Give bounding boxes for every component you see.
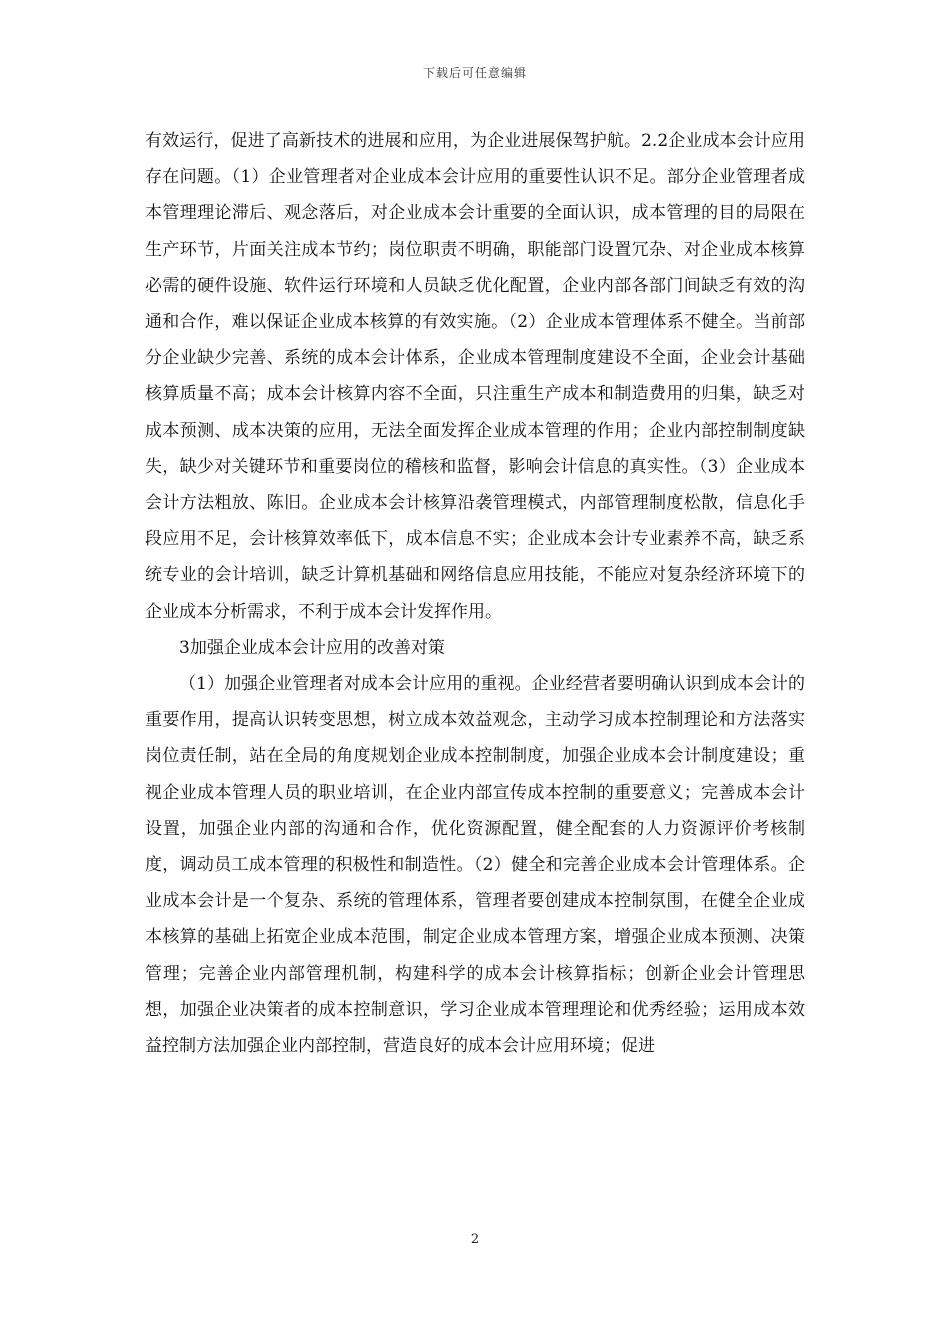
document-body — [145, 123, 805, 1064]
paragraph-cost-accounting-problems: 有效运行，促进了高新技术的进展和应用，为企业进展保驾护航。2.2企业成本会计应用存在问题。（1）企业管理者对企业成本会计应用的重要性认识不足。部分企业管理者成本管理理论滞后、观念落后，对企业成本会计重要的全面认识，成本管理的目的局限在生产环节，片面关注成本节约；岗位职责不明确，职能部门设置冗杂、对企业成本核算必需的硬件设施、软件运行环境和人员缺乏优化配置，企业内部各部门间缺乏有效的沟通和合作，难以保证企业成本核算的有效实施。（2）企业成本管理体系不健全。当前部分企业缺少完善、系统的成本会计体系，企业成本管理制度建设不全面，企业会计基础核算质量不高；成本会计核算内容不全面，只注重生产成本和制造费用的归集，缺乏对成本预测、成本决策的应用，无法全面发挥企业成本管理的作用；企业内部控制制度缺失，缺少对关键环节和重要岗位的稽核和监督，影响会计信息的真实性。（3）企业成本会计方法粗放、陈旧。企业成本会计核算沿袭管理模式，内部管理制度松散，信息化手段应用不足，会计核算效率低下，成本信息不实；企业成本会计专业素养不高，缺乏系统专业的会计培训，缺乏计算机基础和网络信息应用技能，不能应对复杂经济环境下的企业成本分析需求，不利于成本会计发挥作用。 — [145, 131, 805, 622]
page-number: 2 — [470, 1232, 480, 1247]
page-header: 下载后可任意编辑 — [422, 66, 527, 80]
paragraph-improvement-measures: （1）加强企业管理者对成本会计应用的重视。企业经营者要明确认识到成本会计的重要作用，提高认识转变思想，树立成本效益观念，主动学习成本控制理论和方法落实岗位责任制，站在全局的角度规划企业成本控制制度，加强企业成本会计制度建设；重视企业成本管理人员的职业培训，在企业内部宣传成本控制的重要意义；完善成本会计设置，加强企业内部的沟通和合作，优化资源配置，健全配套的人力资源评价考核制度，调动员工成本管理的积极性和制造性。（2）健全和完善企业成本会计管理体系。企业成本会计是一个复杂、系统的管理体系，管理者要创建成本控制氛围，在健全企业成本核算的基础上拓宽企业成本范围，制定企业成本管理方案，增强企业成本预测、决策管理；完善企业内部管理机制，构建科学的成本会计核算指标；创新企业会计管理思想，加强企业决策者的成本控制意识，学习企业成本管理理论和优秀经验；运用成本效益控制方法加强企业内部控制，营造良好的成本会计应用环境；促进 — [145, 674, 805, 1057]
section-heading-improvement-measures: 3加强企业成本会计应用的改善对策 — [179, 637, 445, 658]
